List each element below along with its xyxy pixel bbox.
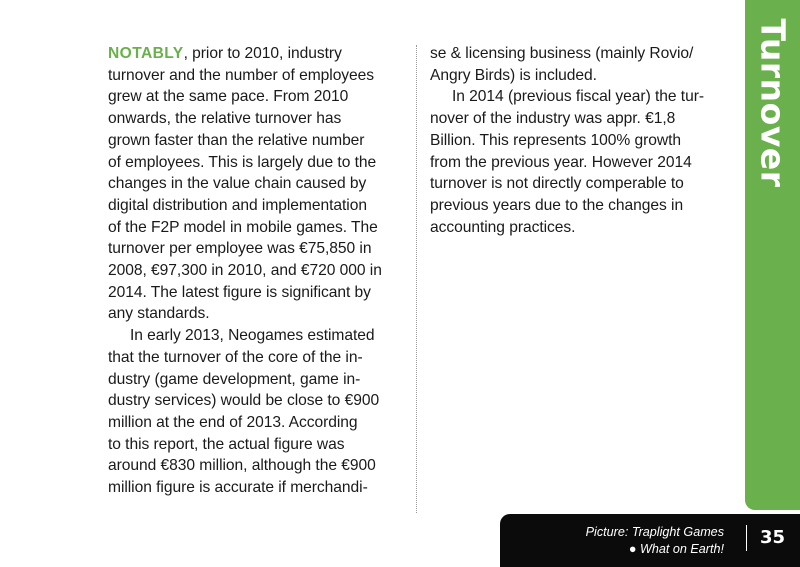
caption-line: ● What on Earth!	[628, 542, 724, 556]
caption-line: Picture: Traplight Games	[585, 525, 724, 539]
text-line: In early 2013, Neogames estimated	[130, 327, 375, 345]
text-line: of employees. This is largely due to the	[108, 153, 377, 171]
text-line: from the previous year. However 2014	[430, 153, 692, 171]
text-fragment: , prior to 2010, industry	[183, 45, 342, 62]
text-line: 2014. The latest figure is significant by	[108, 283, 371, 301]
text-line: onwards, the relative turnover has	[108, 110, 342, 128]
text-line	[108, 43, 408, 65]
text-line: nover of the industry was appr. €1,8	[430, 110, 676, 128]
text-line: In 2014 (previous fiscal year) the tur-	[452, 88, 704, 106]
text-line: 2008, €97,300 in 2010, and €720 000 in	[108, 262, 382, 280]
section-side-tab	[745, 0, 800, 510]
text-line: turnover and the number of employees	[108, 66, 375, 84]
section-title: Turnover	[753, 18, 792, 188]
page-footer	[500, 514, 800, 567]
text-line: million at the end of 2013. According	[108, 413, 358, 431]
text-line: turnover per employee was €75,850 in	[108, 240, 372, 258]
picture-caption	[586, 524, 724, 558]
text-line: changes in the value chain caused by	[108, 175, 367, 193]
text-line: previous years due to the changes in	[430, 196, 684, 214]
left-text-column	[108, 43, 408, 499]
text-line: digital distribution and implementation	[108, 196, 367, 214]
text-line: million figure is accurate if merchandi-	[108, 479, 368, 497]
lead-word: NOTABLY	[108, 45, 184, 62]
text-line: around €830 million, although the €900	[108, 457, 376, 475]
text-line: to this report, the actual figure was	[108, 435, 345, 453]
page-number: 35	[760, 527, 786, 548]
text-line: that the turnover of the core of the in-	[108, 348, 363, 366]
text-line: turnover is not directly comperable to	[430, 175, 684, 193]
text-line: Angry Birds) is included.	[430, 66, 597, 84]
footer-separator	[746, 525, 747, 551]
text-line: grew at the same pace. From 2010	[108, 88, 349, 106]
text-line: dustry (game development, game in-	[108, 370, 361, 388]
text-line: of the F2P model in mobile games. The	[108, 218, 378, 236]
text-line: grown faster than the relative number	[108, 131, 365, 149]
column-divider	[416, 45, 417, 513]
text-line: dustry services) would be close to €900	[108, 392, 380, 410]
text-line: any standards.	[108, 305, 210, 323]
text-line: Billion. This represents 100% growth	[430, 131, 682, 149]
text-line: accounting practices.	[430, 218, 576, 236]
text-line: se & licensing business (mainly Rovio/	[430, 45, 694, 62]
right-text-column	[430, 43, 725, 238]
